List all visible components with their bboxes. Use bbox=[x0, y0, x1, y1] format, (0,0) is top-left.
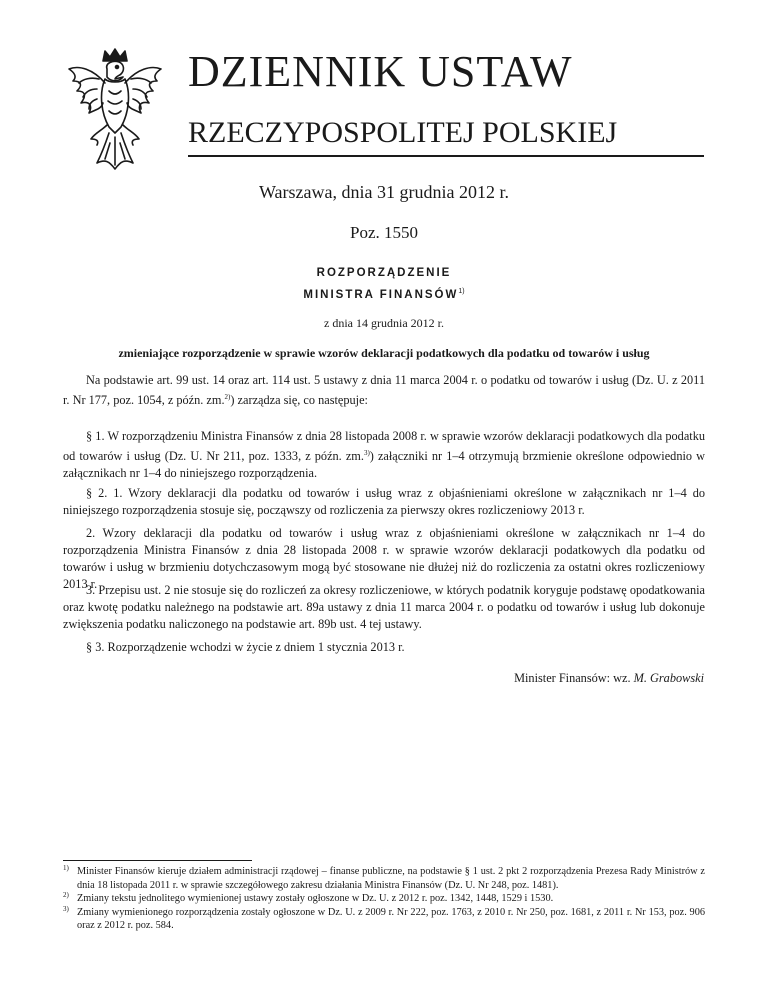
footnote-mark: 2) bbox=[63, 891, 69, 899]
footnote-divider bbox=[63, 860, 252, 861]
title-divider bbox=[188, 155, 704, 157]
section-1-text-b: ) załączniki nr 1–4 otrzymują brzmienie określone odpowiednio w załącznikach nr 1–4 do niniejszego rozporządzenia. bbox=[63, 449, 705, 481]
footnote-ref-3: 3) bbox=[363, 449, 370, 457]
act-type: ROZPORZĄDZENIE bbox=[316, 267, 452, 279]
section-1-text-a: § 1. W rozporządzeniu Ministra Finansów z dnia 28 listopada 2008 r. w sprawie wzorów deklaracji podatkowych dla podatku od towarów i usług (Dz. U. Nr 211, poz. 1333, z późn. zm. bbox=[63, 429, 705, 464]
footnote-ref-1: 1) bbox=[458, 288, 465, 295]
publication-date: Warszawa, dnia 31 grudnia 2012 r. bbox=[259, 182, 509, 202]
footnote bbox=[63, 865, 705, 892]
section-2-1-text: § 2. 1. Wzory deklaracji dla podatku od towarów i usług wraz z objaśnieniami określone w załącznikach nr 1–4 do niniejszego rozporządzenia stosuje się, począwszy od rozliczenia za pierwszy okres rozliczeniowy 2013 r. bbox=[63, 486, 705, 517]
signature-prefix: Minister Finansów: wz. bbox=[514, 671, 634, 685]
footnote bbox=[63, 892, 705, 906]
section-2-2-text: 2. Wzory deklaracji dla podatku od towarów i usług wraz z objaśnieniami określone w załącznikach nr 1–4 do rozporządzenia Ministra Finansów z dnia 28 listopada 2008 r. w sprawie wzorów deklaracji podatkowych dla podatku od towarów i usług w brzmieniu dotychczasowym mogą być stosowane nie dłużej niż do rozliczenia za ostatni okres rozliczeniowy 2013 r. bbox=[63, 526, 705, 591]
footnote-text: Zmiany tekstu jednolitego wymienionej ustawy zostały ogłoszone w Dz. U. z 2012 r. poz. 1342, 1448, 1529 i 1530. bbox=[77, 893, 554, 904]
eagle-emblem-icon bbox=[63, 47, 167, 173]
footnote-text: Minister Finansów kieruje działem administracji rządowej – finanse publiczne, na podstawie § 1 ust. 2 pkt 2 rozporządzenia Prezesa Rady Ministrów z dnia 18 listopada 2011 r. w sprawie szczegółowego zakresu działania Ministra Finansów (Dz. U. Nr 248, poz. 1481). bbox=[77, 866, 705, 891]
preamble-text-b: ) zarządza się, co następuje: bbox=[230, 393, 368, 408]
position-number: Poz. 1550 bbox=[350, 223, 418, 242]
section-2-3-paragraph bbox=[63, 582, 705, 633]
act-date: z dnia 14 grudnia 2012 r. bbox=[324, 316, 444, 330]
act-author-text: MINISTRA FINANSÓW bbox=[303, 288, 459, 301]
footnote bbox=[63, 906, 705, 933]
signature-name: M. Grabowski bbox=[633, 671, 704, 685]
footnote-mark: 3) bbox=[63, 904, 69, 913]
section-3-paragraph bbox=[63, 639, 705, 656]
section-3-text: § 3. Rozporządzenie wchodzi w życie z dniem 1 stycznia 2013 r. bbox=[86, 640, 405, 654]
preamble-text-a: Na podstawie art. 99 ust. 14 oraz art. 114 ust. 5 ustawy z dnia 11 marca 2004 r. o podatku od towarów i usług (Dz. U. z 2011 r. Nr 177, poz. 1054, z późn. zm. bbox=[63, 373, 705, 408]
section-2-3-text: 3. Przepisu ust. 2 nie stosuje się do rozliczeń za okresy rozliczeniowe, w których podatnik koryguje podstawę opodatkowania oraz kwotę podatku należnego na podstawie art. 89a ustawy z dnia 11 marca 2004 r. o podatku od towarów i usług lub dokonuje zwiększenia podatku naliczonego na podstawie art. 89b ust. 4 tej ustawy. bbox=[63, 583, 705, 631]
footnote-mark: 1) bbox=[63, 864, 69, 872]
act-title: zmieniające rozporządzenie w sprawie wzorów deklaracji podatkowych dla podatku od towarów i usług bbox=[118, 346, 650, 360]
footnotes bbox=[63, 865, 705, 933]
preamble-paragraph bbox=[63, 372, 705, 409]
footnote-ref-2: 2) bbox=[224, 393, 231, 401]
section-1-paragraph bbox=[63, 428, 705, 482]
signature bbox=[514, 671, 704, 686]
journal-subtitle: RZECZYPOSPOLITEJ POLSKIEJ bbox=[188, 116, 618, 149]
footnote-text: Zmiany wymienionego rozporządzenia zostały ogłoszone w Dz. U. z 2009 r. Nr 222, poz. 1763, z 2010 r. Nr 250, poz. 1681, z 2011 r. Nr 153, poz. 906 oraz z 2012 r. poz. 584. bbox=[77, 906, 705, 931]
section-2-1-paragraph bbox=[63, 485, 705, 519]
journal-title: DZIENNIK USTAW bbox=[188, 47, 573, 96]
act-author bbox=[0, 288, 768, 301]
